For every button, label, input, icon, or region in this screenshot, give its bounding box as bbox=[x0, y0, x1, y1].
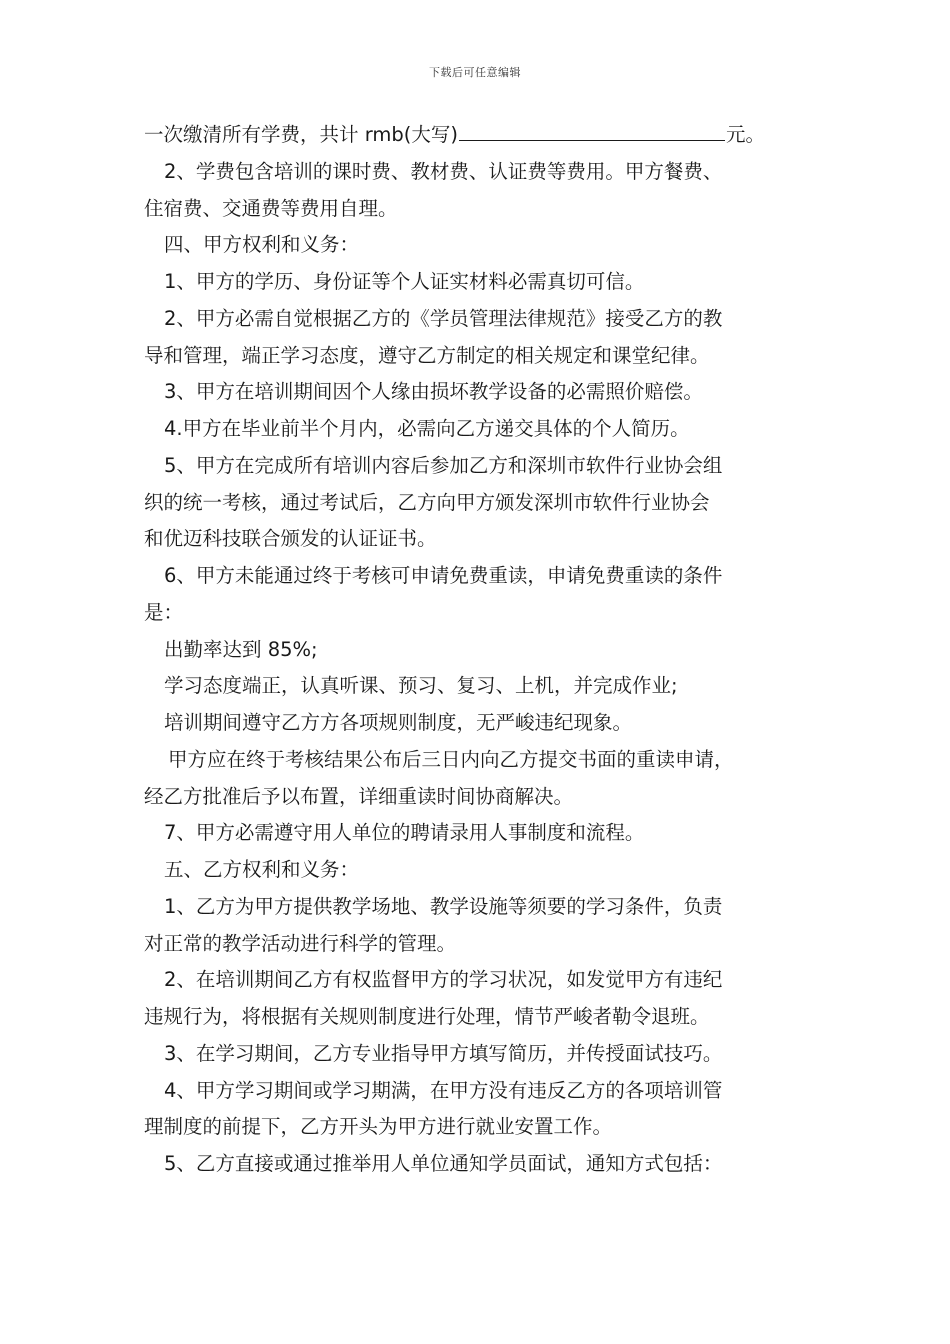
paragraph-line: 1、甲方的学历、身份证等个人证实材料必需真切可信。 bbox=[164, 270, 645, 293]
paragraph-line: 织的统一考核，通过考试后，乙方向甲方颁发深圳市软件行业协会 bbox=[144, 490, 710, 514]
paragraph-line: 2、在培训期间乙方有权监督甲方的学习状况，如发觉甲方有违纪 bbox=[164, 968, 723, 992]
header-note: 下载后可任意编辑 bbox=[429, 66, 521, 79]
paragraph-line: 6、甲方未能通过终于考核可申请免费重读，申请免费重读的条件 bbox=[164, 564, 723, 587]
paragraph-line: 和优迈科技联合颁发的认证证书。 bbox=[144, 527, 437, 551]
fee-line-suffix: 元。 bbox=[725, 123, 765, 146]
paragraph-line: 经乙方批准后予以布置，详细重读时间协商解决。 bbox=[144, 784, 574, 808]
section-heading: 四、甲方权利和义务： bbox=[164, 233, 360, 257]
section-heading: 五、乙方权利和义务： bbox=[164, 858, 360, 881]
paragraph-line: 住宿费、交通费等费用自理。 bbox=[144, 196, 398, 220]
paragraph-line: 2、甲方必需自觉根据乙方的《学员管理法律规范》接受乙方的教 bbox=[164, 306, 723, 330]
paragraph-line: 4、甲方学习期间或学习期满，在甲方没有违反乙方的各项培训管 bbox=[164, 1078, 723, 1102]
paragraph-line: 7、甲方必需遵守用人单位的聘请录用人事制度和流程。 bbox=[164, 821, 645, 845]
amount-blank bbox=[459, 122, 725, 141]
paragraph-line: 导和管理，端正学习态度，遵守乙方制定的相关规定和课堂纪律。 bbox=[144, 343, 710, 367]
paragraph-line: 是： bbox=[144, 600, 184, 624]
fee-line-prefix: 一次缴清所有学费，共计 rmb(大写) bbox=[144, 123, 458, 146]
paragraph-line: 4.甲方在毕业前半个月内，必需向乙方递交具体的个人简历。 bbox=[164, 417, 690, 440]
paragraph-line: 违规行为，将根据有关规则制度进行处理，情节严峻者勒令退班。 bbox=[144, 1005, 710, 1028]
paragraph-line: 对正常的教学活动进行科学的管理。 bbox=[144, 931, 457, 955]
paragraph-line: 3、在学习期间，乙方专业指导甲方填写简历，并传授面试技巧。 bbox=[164, 1041, 723, 1065]
document-body bbox=[144, 117, 816, 1183]
list-item: 培训期间遵守乙方方各项规则制度，无严峻违纪现象。 bbox=[164, 711, 633, 734]
list-item: 学习态度端正，认真听课、预习、复习、上机，并完成作业; bbox=[164, 674, 678, 698]
paragraph-line: 5、乙方直接或通过推举用人单位通知学员面试，通知方式包括： bbox=[164, 1152, 723, 1175]
fee-line bbox=[144, 117, 816, 154]
paragraph-line: 甲方应在终于考核结果公布后三日内向乙方提交书面的重读申请， bbox=[168, 747, 734, 771]
paragraph-line: 5、甲方在完成所有培训内容后参加乙方和深圳市软件行业协会组 bbox=[164, 453, 723, 477]
list-item: 出勤率达到 85%; bbox=[164, 637, 318, 661]
paragraph-line: 理制度的前提下，乙方开头为甲方进行就业安置工作。 bbox=[144, 1115, 613, 1139]
paragraph-line: 2、学费包含培训的课时费、教材费、认证费等费用。甲方餐费、 bbox=[164, 159, 723, 183]
paragraph-line: 3、甲方在培训期间因个人缘由损坏教学设备的必需照价赔偿。 bbox=[164, 380, 703, 404]
paragraph-line: 1、乙方为甲方提供教学场地、教学设施等须要的学习条件，负责 bbox=[164, 894, 723, 918]
